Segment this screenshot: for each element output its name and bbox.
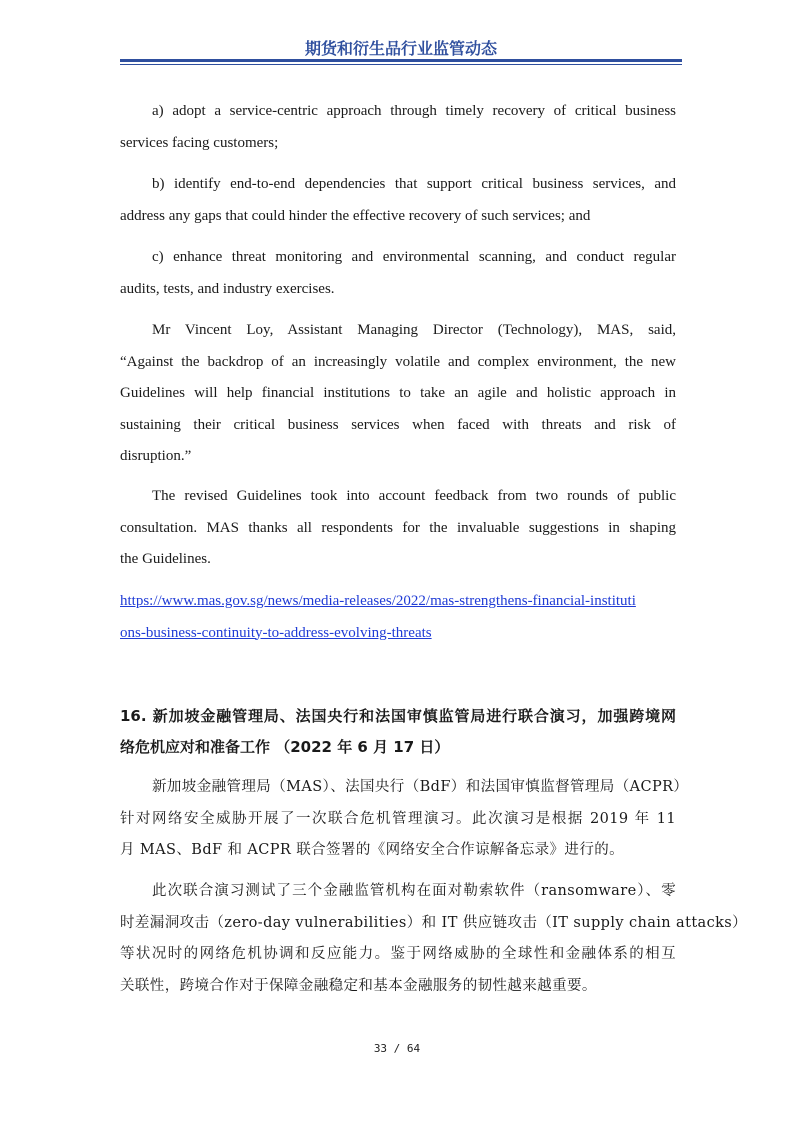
header-rule-thin: [120, 64, 682, 65]
list-item-b-line-2: address any gaps that could hinder the effective recovery of such services; and: [120, 207, 591, 224]
list-item-b-line-1: b) identify end-to-end dependencies that support critical business services, and: [152, 176, 676, 192]
list-item-a-line-1: a) adopt a service-centric approach through timely recovery of critical business: [152, 103, 676, 119]
header-rule-thick: [120, 59, 682, 62]
list-item-b: [120, 169, 676, 232]
list-item-c-line-1: c) enhance threat monitoring and environmental scanning, and conduct regular: [152, 249, 676, 265]
quote-line-4: sustaining their critical business services when faced with threats and risk of: [120, 416, 676, 433]
section-16-paragraph-1: [120, 772, 689, 867]
quote-line-2: “Against the backdrop of an increasingly volatile and complex environment, the new: [120, 353, 676, 370]
section-16-heading: [120, 701, 676, 763]
revised-line-3: the Guidelines.: [120, 551, 211, 567]
revised-paragraph: [120, 481, 676, 576]
source-link-line-1[interactable]: https://www.mas.gov.sg/news/media-releases/2022/mas-strengthens-financial-instituti: [120, 593, 636, 609]
running-header: 期货和衍生品行业监管动态: [304, 39, 497, 58]
section-16-heading-line-1: 16. 新加坡金融管理局、法国央行和法国审慎监管局进行联合演习，加强跨境网: [120, 707, 676, 725]
source-link[interactable]: [120, 586, 676, 649]
source-link-line-2[interactable]: ons-business-continuity-to-address-evolving-threats: [120, 624, 432, 641]
section-16-p2-line-4: 关联性，跨境合作对于保障金融稳定和基本金融服务的韧性越来越重要。: [120, 977, 597, 994]
quote-paragraph: [120, 315, 676, 473]
quote-line-3: Guidelines will help financial institutions to take an agile and holistic approach in: [120, 385, 676, 401]
list-item-a: [120, 96, 676, 159]
quote-line-5: disruption.”: [120, 448, 192, 464]
section-16-p2-line-3: 等状况时的网络危机协调和反应能力。鉴于网络威胁的全球性和金融体系的相互: [120, 946, 676, 962]
revised-line-1: The revised Guidelines took into account feedback from two rounds of public: [152, 488, 676, 504]
section-16-paragraph-2: [120, 876, 748, 1002]
section-16-p2-line-1: 此次联合演习测试了三个金融监管机构在面对勒索软件（ransomware）、零: [152, 883, 676, 899]
section-16-heading-line-2: 络危机应对和准备工作 （2022 年 6 月 17 日）: [120, 738, 450, 756]
list-item-c-line-2: audits, tests, and industry exercises.: [120, 280, 335, 297]
page-number: 33 / 64: [373, 1042, 421, 1055]
section-16-p1-line-3: 月 MAS、BdF 和 ACPR 联合签署的《网络安全合作谅解备忘录》进行的。: [120, 842, 625, 858]
list-item-c: [120, 242, 676, 305]
revised-line-2: consultation. MAS thanks all respondents for the invaluable suggestions in shaping: [120, 519, 676, 536]
section-16-p1-line-2: 针对网络安全威胁开展了一次联合危机管理演习。此次演习是根据 2019 年 11: [120, 810, 676, 827]
section-16-p1-line-1: 新加坡金融管理局（MAS）、法国央行（BdF）和法国审慎监督管理局（ACPR）: [152, 779, 689, 795]
section-16-p2-line-2: 时差漏洞攻击（zero-day vulnerabilities）和 IT 供应链攻击（IT supply chain attacks）: [120, 914, 748, 931]
quote-line-1: Mr Vincent Loy, Assistant Managing Director (Technology), MAS, said,: [152, 322, 676, 338]
list-item-a-line-2: services facing customers;: [120, 134, 279, 151]
